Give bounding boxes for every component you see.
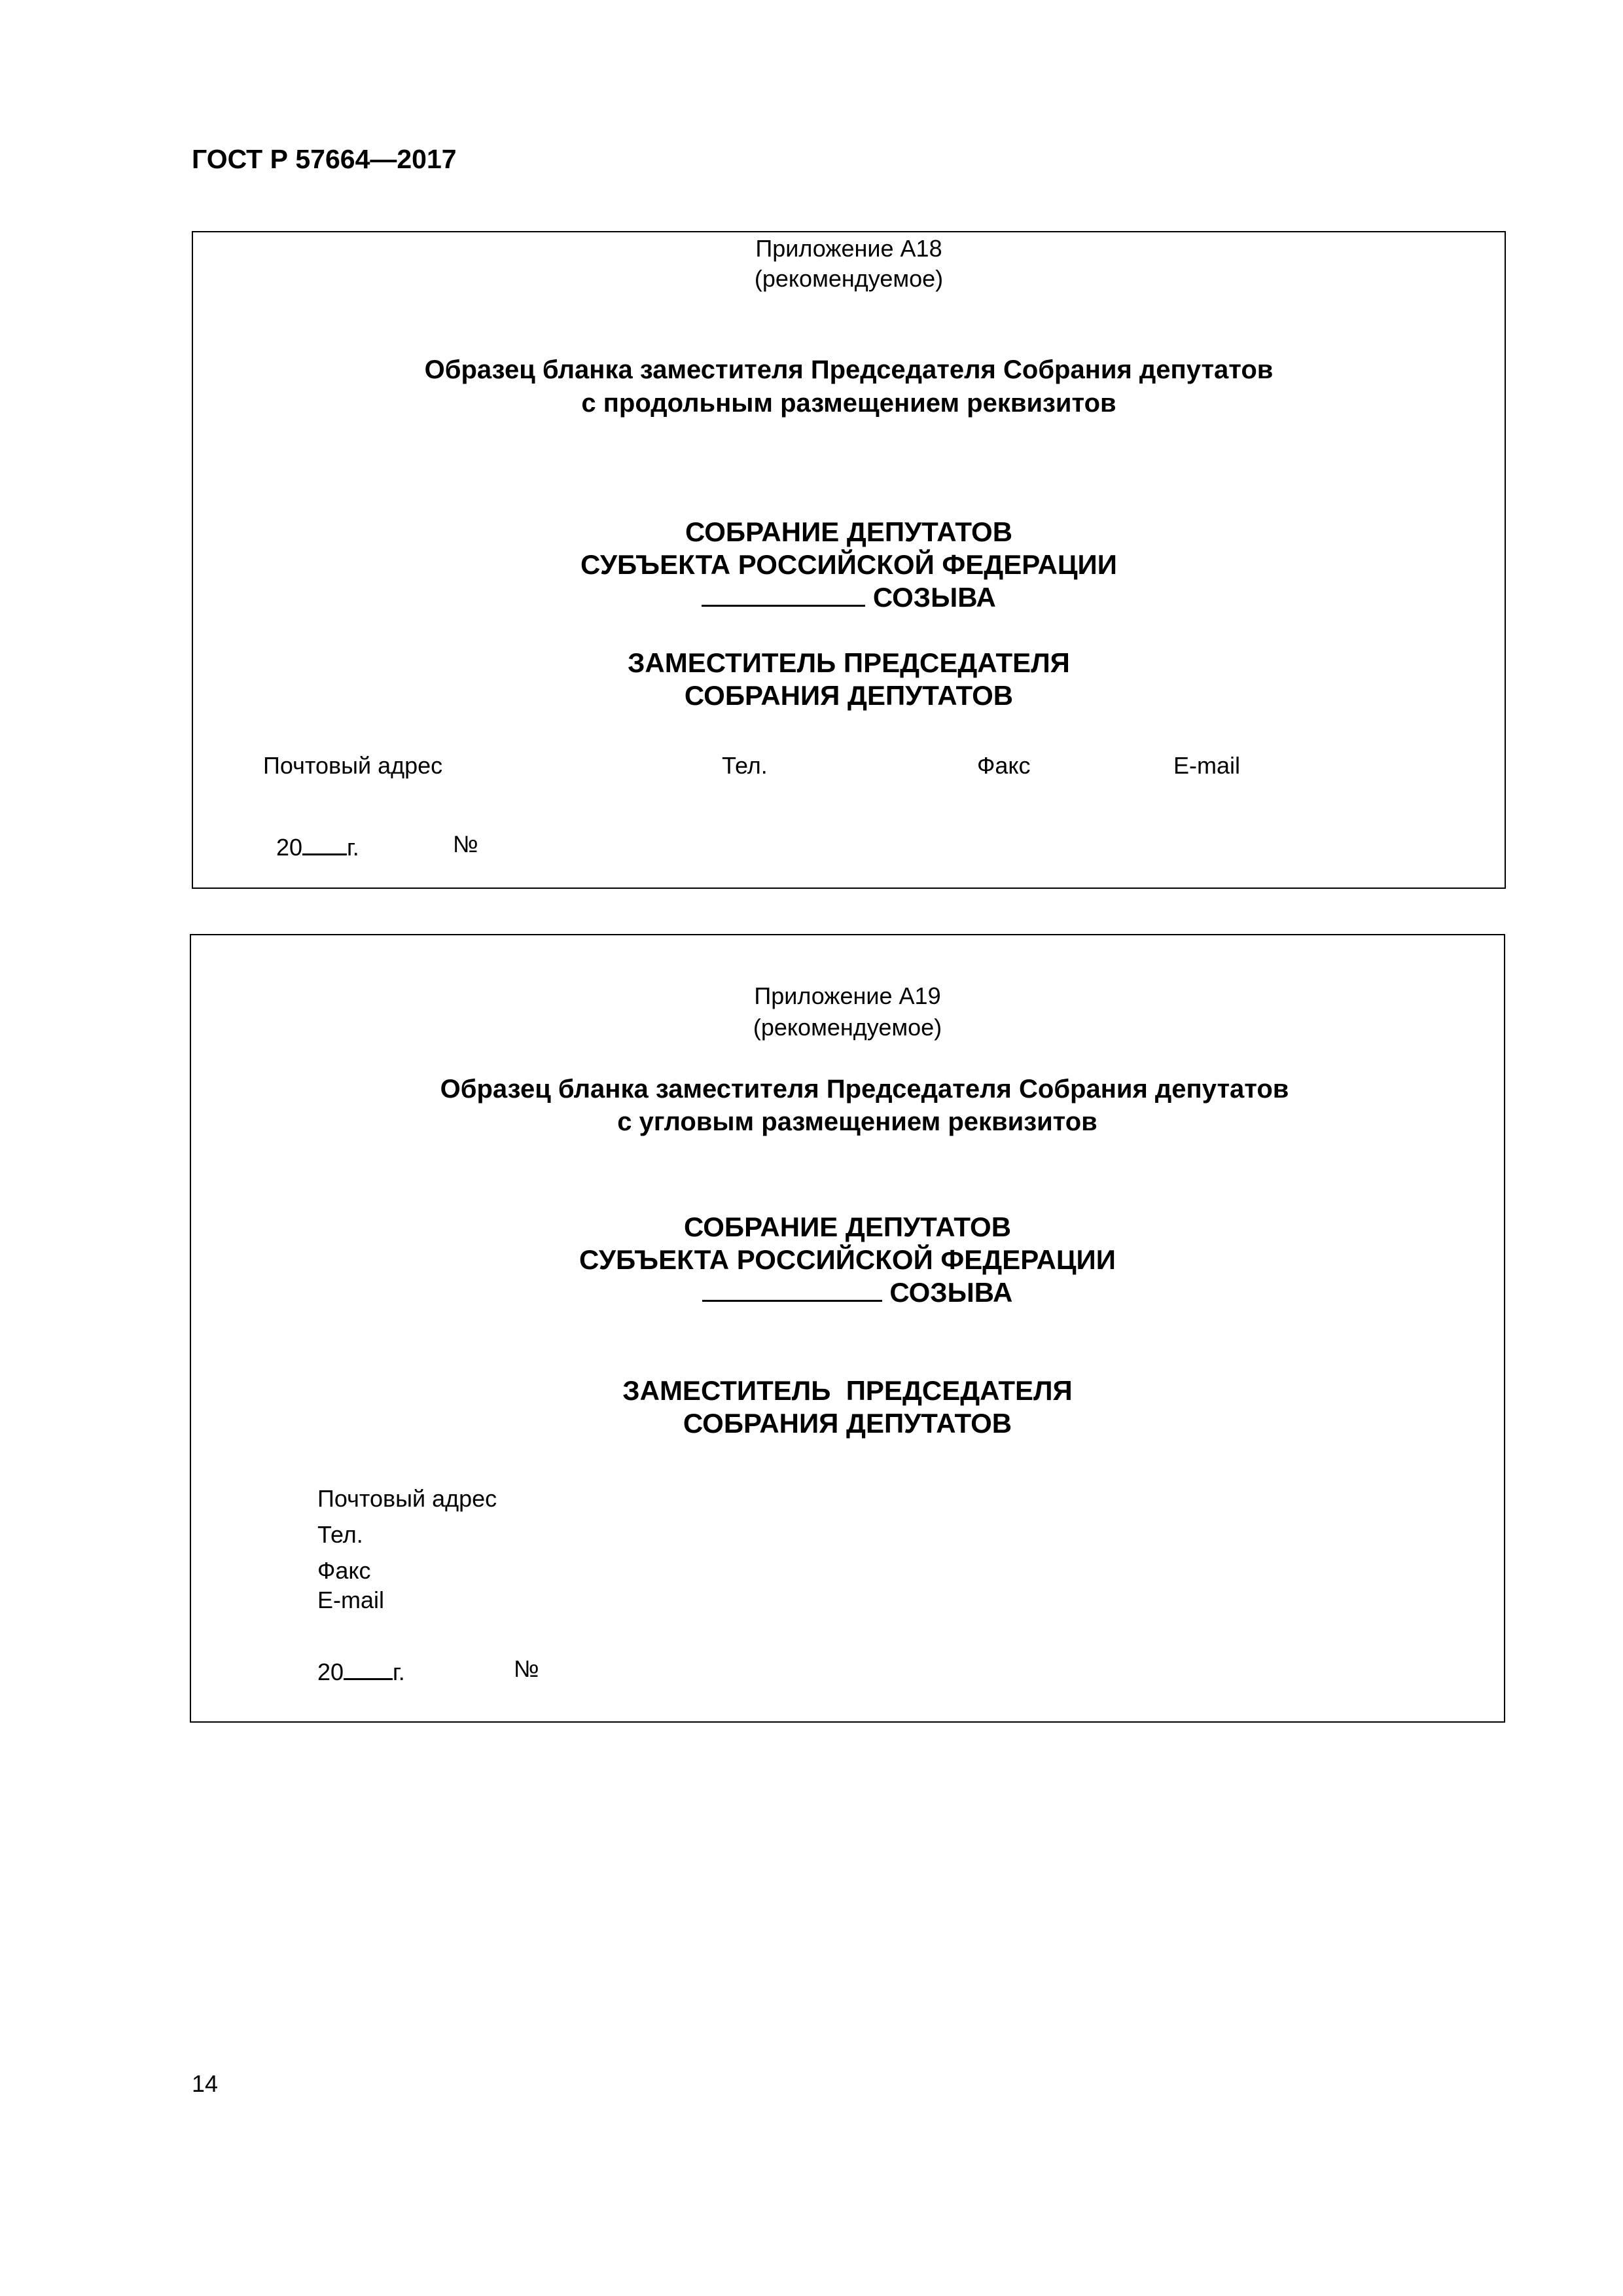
appendix-label: Приложение А19 [754, 982, 941, 1009]
sample-title-line2: с продольным размещением реквизитов [581, 389, 1116, 418]
number-sign: № [514, 1655, 539, 1682]
date-blank [302, 833, 347, 855]
email-label: E-mail [1173, 752, 1241, 779]
convocation-line [191, 1279, 1504, 1306]
postal-address-label: Почтовый адрес [317, 1485, 497, 1512]
appendix-a18-form-box [192, 231, 1506, 889]
date-prefix: 20 [317, 1659, 344, 1685]
position-line1: ЗАМЕСТИТЕЛЬ ПРЕДСЕДАТЕЛЯ [622, 1375, 1073, 1406]
sample-title-line1: Образец бланка заместителя Председателя Собрания депутатов [440, 1075, 1289, 1103]
org-name-line1: СОБРАНИЕ ДЕПУТАТОВ [685, 516, 1013, 547]
position-line2: СОБРАНИЯ ДЕПУТАТОВ [684, 680, 1014, 711]
convocation-line [193, 584, 1505, 611]
appendix-a19-form-box [190, 934, 1505, 1723]
date-line [317, 1657, 405, 1684]
date-line [276, 833, 359, 859]
org-name-line2: СУБЪЕКТА РОССИЙСКОЙ ФЕДЕРАЦИИ [579, 1244, 1116, 1275]
document-header: ГОСТ Р 57664—2017 [192, 144, 457, 174]
page-number: 14 [192, 2070, 219, 2097]
org-name-line2: СУБЪЕКТА РОССИЙСКОЙ ФЕДЕРАЦИИ [580, 549, 1117, 580]
position-line2: СОБРАНИЯ ДЕПУТАТОВ [683, 1408, 1012, 1439]
date-blank [344, 1657, 393, 1680]
date-suffix: г. [393, 1659, 405, 1685]
convocation-blank [702, 584, 865, 607]
fax-label: Факс [977, 752, 1031, 779]
number-sign: № [453, 831, 478, 857]
appendix-status: (рекомендуемое) [753, 1014, 942, 1041]
org-name-line1: СОБРАНИЕ ДЕПУТАТОВ [683, 1211, 1012, 1242]
date-prefix: 20 [276, 834, 303, 861]
postal-address-label: Почтовый адрес [263, 752, 443, 779]
phone-label: Тел. [722, 752, 768, 779]
convocation-label: СОЗЫВА [889, 1277, 1013, 1308]
phone-label: Тел. [317, 1521, 363, 1548]
convocation-label: СОЗЫВА [872, 582, 996, 613]
position-line1: ЗАМЕСТИТЕЛЬ ПРЕДСЕДАТЕЛЯ [628, 647, 1070, 678]
appendix-label: Приложение А18 [755, 235, 942, 262]
date-suffix: г. [347, 834, 359, 861]
sample-title-line1: Образец бланка заместителя Председателя Собрания депутатов [424, 355, 1274, 384]
email-label: E-mail [317, 1587, 385, 1613]
appendix-status: (рекомендуемое) [754, 265, 944, 292]
fax-label: Факс [317, 1557, 371, 1584]
sample-title-line2: с угловым размещением реквизитов [617, 1107, 1097, 1136]
convocation-blank [702, 1279, 882, 1302]
